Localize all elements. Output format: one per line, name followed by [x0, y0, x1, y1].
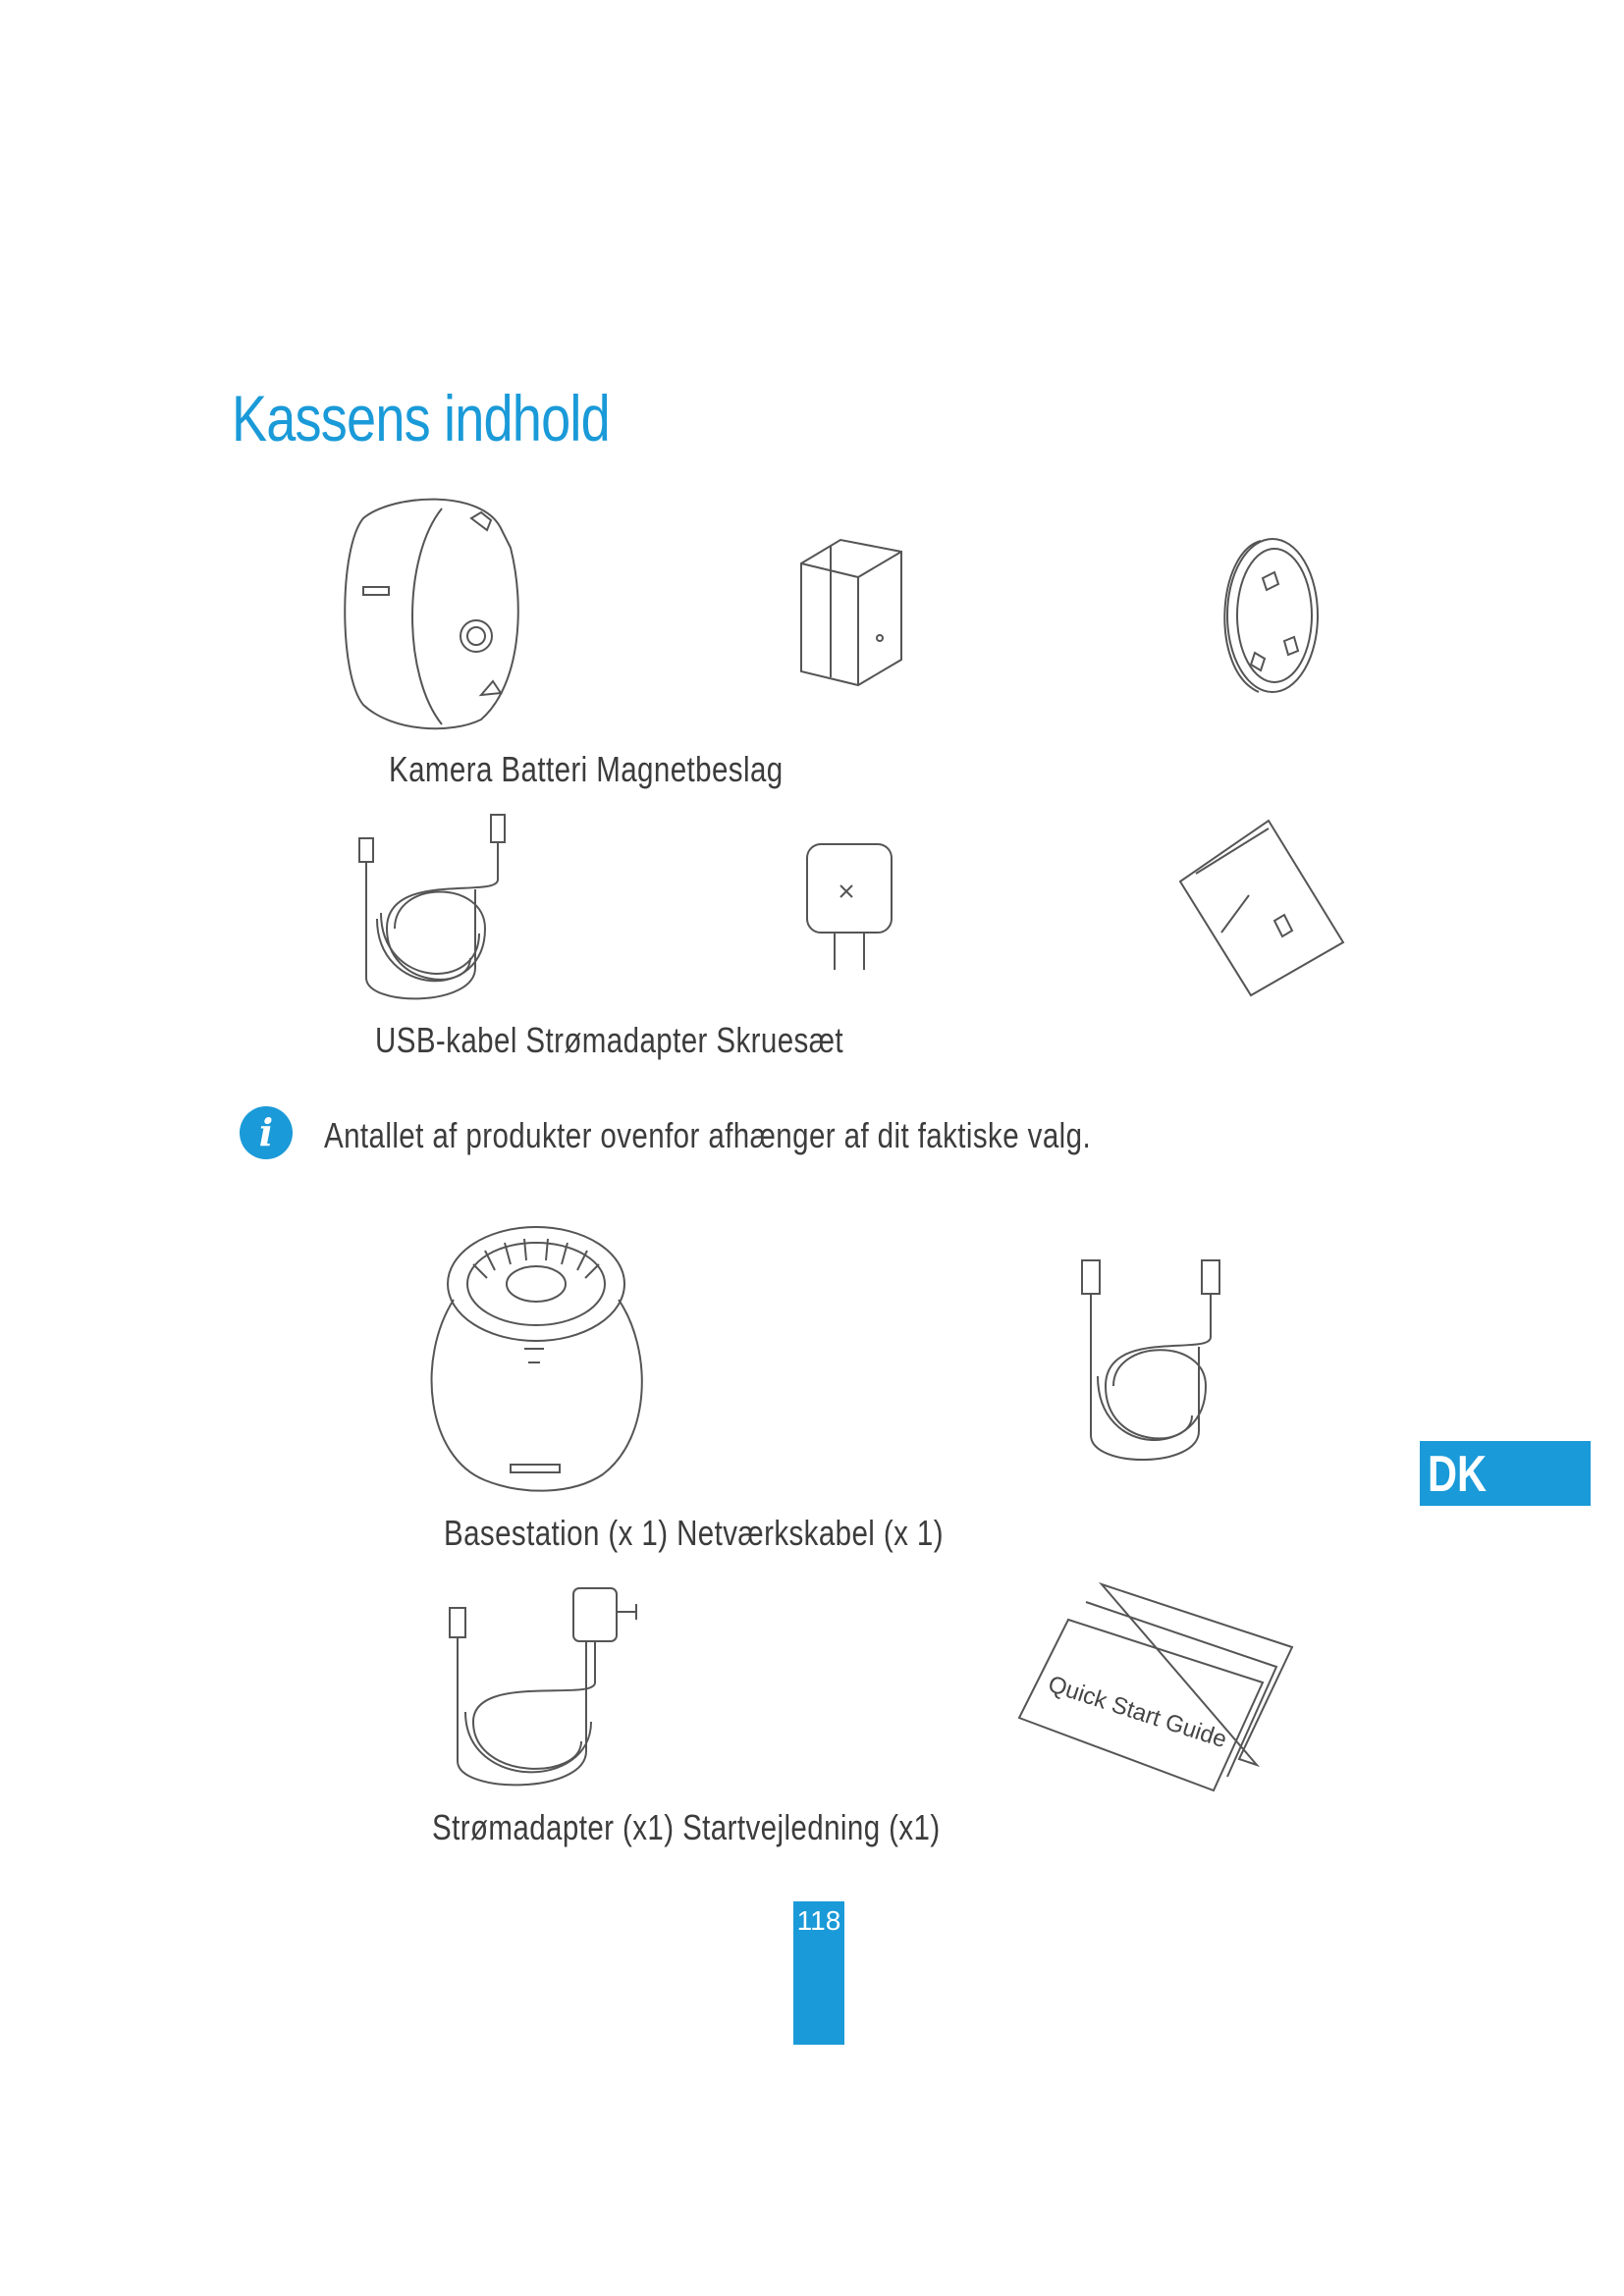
base-station-illustration: [426, 1221, 644, 1492]
usb-cable-illustration: [357, 811, 516, 1003]
magnetic-mount-illustration: [1202, 533, 1322, 696]
row1-caption: Kamera Batteri Magnetbeslag: [389, 749, 784, 789]
row2-caption: USB-kabel Strømadapter Skruesæt: [375, 1020, 844, 1060]
base-power-adapter-illustration: [444, 1584, 644, 1794]
language-tab-label: DK: [1428, 1446, 1488, 1503]
info-icon: i: [240, 1106, 293, 1159]
language-tab: [1420, 1441, 1591, 1506]
page-title: Kassens indhold: [232, 382, 610, 454]
row3-caption: Basestation (x 1) Netværkskabel (x 1): [444, 1513, 944, 1553]
page-number: 118: [796, 1905, 841, 1936]
quick-start-guide-illustration: [1017, 1580, 1294, 1792]
power-adapter-illustration: [805, 842, 893, 972]
row4-caption: Strømadapter (x1) Startvejledning (x1): [432, 1807, 941, 1847]
battery-illustration: [791, 534, 907, 687]
camera-illustration: [334, 489, 530, 739]
page-number-tab: [793, 1901, 844, 2045]
network-cable-illustration: [1076, 1258, 1225, 1465]
quick-start-guide-text: Quick Start Guide: [1045, 1671, 1230, 1754]
screw-kit-illustration: [1178, 819, 1345, 997]
note-text: Antallet af produkter ovenfor afhænger af dit faktiske valg.: [324, 1115, 1092, 1155]
